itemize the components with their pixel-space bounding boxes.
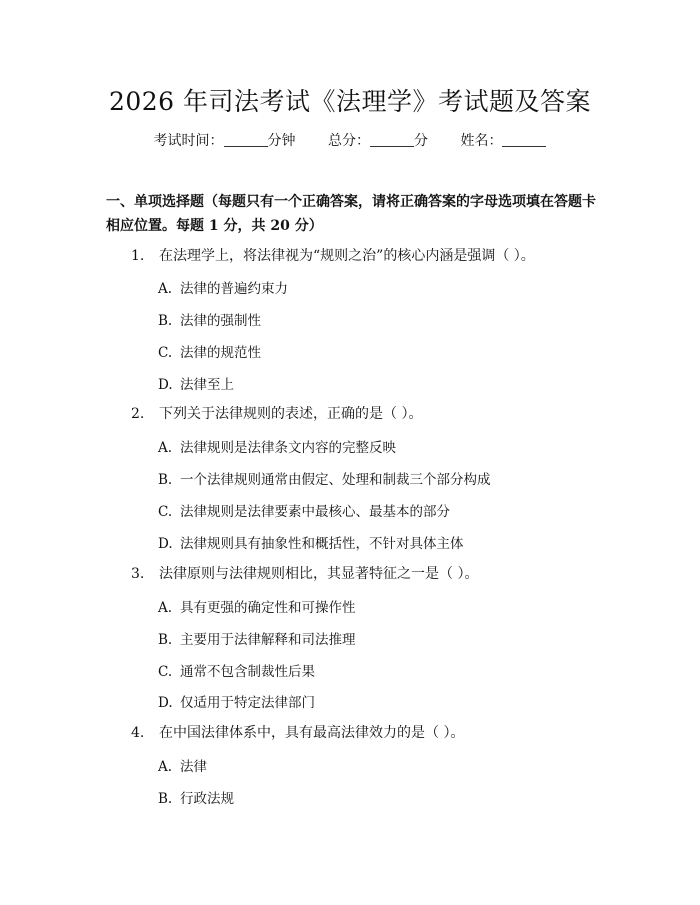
section-heading: 一、单项选择题（每题只有一个正确答案，请将正确答案的字母选项填在答题卡相应位置。每题 1 分，共 20 分）	[106, 194, 596, 234]
option-text: 法律规则是法律要素中最核心、最基本的部分	[180, 504, 450, 520]
option-text: 通常不包含制裁性后果	[180, 664, 315, 680]
exam-time-blank	[224, 134, 268, 147]
question-text: 在中国法律体系中，具有最高法律效力的是（ ）。	[159, 725, 465, 741]
option-2a	[158, 436, 396, 456]
question-4	[131, 722, 464, 742]
question-number: 1.	[131, 248, 145, 264]
question-text: 法律原则与法律规则相比，其显著特征之一是（ ）。	[159, 566, 479, 582]
question-text: 在法理学上，将法律视为“规则之治”的核心内涵是强调（ ）。	[159, 248, 535, 264]
total-score-label: 总分：	[328, 133, 370, 149]
option-1b	[158, 309, 261, 329]
option-text: 主要用于法律解释和司法推理	[180, 632, 356, 648]
student-name	[460, 130, 546, 150]
option-1c	[158, 341, 261, 361]
option-1d	[158, 373, 234, 393]
option-text: 仅适用于特定法律部门	[180, 695, 315, 711]
option-letter: A.	[158, 440, 173, 456]
option-letter: D.	[158, 377, 173, 393]
option-text: 法律的规范性	[180, 345, 261, 361]
option-letter: C.	[158, 345, 173, 361]
option-text: 法律的普遍约束力	[180, 281, 288, 297]
option-3c	[158, 660, 315, 680]
option-letter: B.	[158, 791, 173, 807]
total-score-blank	[370, 134, 414, 147]
question-2	[131, 403, 422, 423]
question-text: 下列关于法律规则的表述，正确的是（ ）。	[159, 406, 423, 422]
question-number: 2.	[131, 406, 145, 422]
option-text: 行政法规	[180, 791, 234, 807]
option-letter: C.	[158, 504, 173, 520]
option-2b	[158, 468, 491, 488]
option-text: 具有更强的确定性和可操作性	[180, 600, 356, 616]
option-3d	[158, 691, 315, 711]
option-letter: B.	[158, 313, 173, 329]
exam-time-unit: 分钟	[267, 133, 296, 149]
option-3a	[158, 596, 356, 616]
page-title: 2026 年司法考试《法理学》考试题及答案	[108, 87, 592, 116]
option-2d	[158, 532, 464, 552]
option-text: 法律规则具有抽象性和概括性，不针对具体主体	[180, 536, 464, 552]
total-score	[328, 130, 428, 150]
option-text: 法律的强制性	[180, 313, 261, 329]
option-letter: B.	[158, 472, 173, 488]
question-3	[131, 563, 478, 583]
option-letter: A.	[158, 759, 173, 775]
total-score-unit: 分	[414, 133, 428, 149]
question-number: 4.	[131, 725, 145, 741]
option-letter: B.	[158, 632, 173, 648]
option-letter: A.	[158, 281, 173, 297]
exam-meta	[0, 130, 700, 150]
option-letter: A.	[158, 600, 173, 616]
option-letter: C.	[158, 664, 173, 680]
option-text: 法律规则是法律条文内容的完整反映	[180, 440, 396, 456]
option-letter: D.	[158, 695, 173, 711]
exam-time	[154, 130, 296, 150]
student-name-blank	[502, 134, 546, 147]
option-letter: D.	[158, 536, 173, 552]
option-4a	[158, 755, 207, 775]
option-1a	[158, 277, 288, 297]
question-number: 3.	[131, 566, 145, 582]
option-text: 一个法律规则通常由假定、处理和制裁三个部分构成	[180, 472, 491, 488]
option-text: 法律	[180, 759, 207, 775]
option-4b	[158, 787, 234, 807]
option-2c	[158, 500, 450, 520]
student-name-label: 姓名：	[460, 133, 503, 149]
question-1	[131, 245, 535, 265]
option-text: 法律至上	[180, 377, 234, 393]
option-3b	[158, 628, 356, 648]
exam-time-label: 考试时间：	[153, 133, 224, 149]
